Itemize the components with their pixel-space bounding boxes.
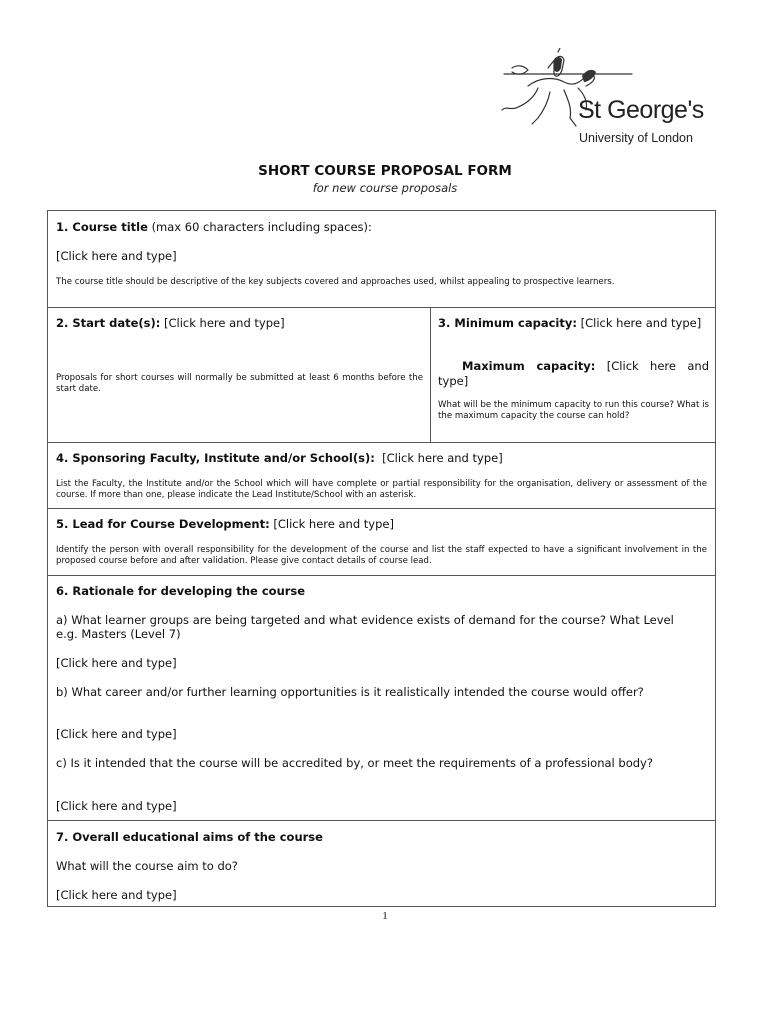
rationale-question-a: a) What learner groups are being targeted and what evidence exists of demand for the course? What Level e.g. Masters (Level 7) <box>56 613 674 641</box>
form-subtitle: for new course proposals <box>312 181 458 195</box>
sponsoring-faculty-help: List the Faculty, the Institute and/or the School which will have complete or partial responsibility for the organisation, delivery or assessment of the course. If more than one, please indicate the Lead Institute/School with an asterisk. <box>56 479 707 500</box>
capacity-help: What will be the minimum capacity to run this course? What is the maximum capacity the course can hold? <box>438 400 709 421</box>
form-title: SHORT COURSE PROPOSAL FORM <box>258 163 512 179</box>
proposal-form <box>47 210 716 907</box>
start-date-field[interactable]: [Click here and type] <box>164 316 285 330</box>
sponsoring-faculty-field[interactable]: [Click here and type] <box>382 451 503 465</box>
section-rationale <box>48 576 715 821</box>
section-sponsoring-faculty <box>48 443 715 509</box>
course-title-help: The course title should be descriptive of the key subjects covered and approaches used, whilst appealing to prospective learners. <box>56 277 615 287</box>
rationale-answer-a[interactable]: [Click here and type] <box>56 656 177 670</box>
course-lead-field[interactable]: [Click here and type] <box>273 517 394 531</box>
page-number: 1 <box>382 910 388 922</box>
sponsoring-faculty-label: 4. Sponsoring Faculty, Institute and/or School(s): <box>56 451 375 465</box>
section-course-lead <box>48 509 715 576</box>
rationale-answer-b[interactable]: [Click here and type] <box>56 727 177 741</box>
min-capacity-field[interactable]: [Click here and type] <box>580 316 702 330</box>
min-capacity-label: 3. Minimum capacity: <box>438 316 577 330</box>
rationale-question-c: c) Is it intended that the course will be accredited by, or meet the requirements of a professional body? <box>56 756 653 770</box>
rationale-answer-c[interactable]: [Click here and type] <box>56 799 177 813</box>
course-lead-label: 5. Lead for Course Development: <box>56 517 270 531</box>
capacity-cell <box>431 308 715 442</box>
course-lead-help: Identify the person with overall responsibility for the development of the course and list the staff expected to have a significant involvement in the proposed course before and after validation. Please give contact details of course lead. <box>56 545 707 566</box>
start-date-label: 2. Start date(s): <box>56 316 161 330</box>
course-title-label: 1. Course title <box>56 220 148 234</box>
logo-name: St George's <box>578 96 704 124</box>
section-dates-capacity <box>48 308 715 443</box>
start-date-cell <box>48 308 431 442</box>
st-georges-logo <box>498 48 720 148</box>
logo-subtitle: University of London <box>579 131 693 145</box>
section-course-title <box>48 211 715 308</box>
max-capacity-label: Maximum capacity: <box>462 359 596 373</box>
educational-aims-question: What will the course aim to do? <box>56 859 238 873</box>
rationale-label: 6. Rationale for developing the course <box>56 584 306 598</box>
section-educational-aims <box>48 821 715 906</box>
max-capacity-field[interactable]: [Click here and type] <box>438 359 709 388</box>
educational-aims-label: 7. Overall educational aims of the course <box>56 830 323 844</box>
course-title-note: (max 60 characters including spaces): <box>151 220 372 234</box>
course-title-field[interactable]: [Click here and type] <box>56 249 177 263</box>
start-date-help: Proposals for short courses will normally be submitted at least 6 months before the start date. <box>56 373 423 394</box>
rationale-question-b: b) What career and/or further learning opportunities is it realistically intended the course would offer? <box>56 685 644 699</box>
educational-aims-answer[interactable]: [Click here and type] <box>56 888 177 902</box>
